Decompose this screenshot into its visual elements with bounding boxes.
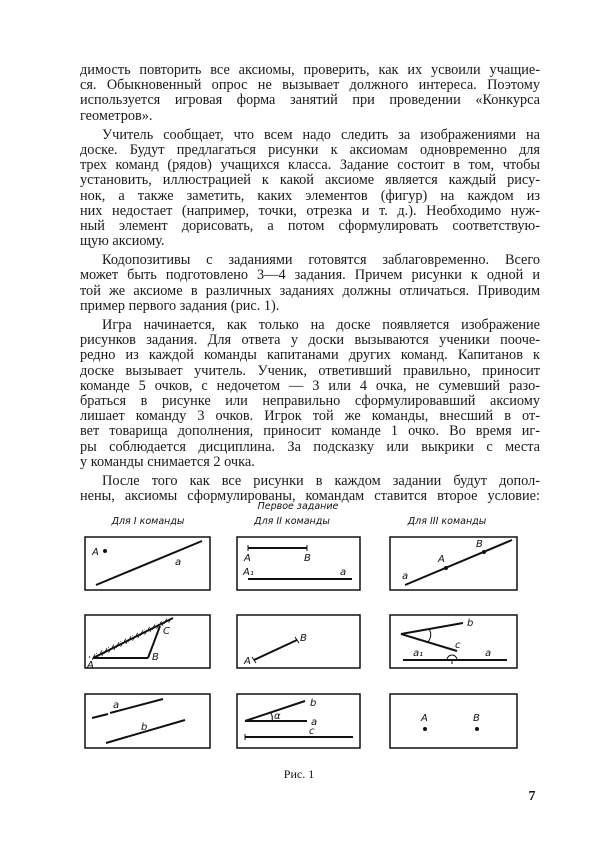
svg-text:A₁: A₁ xyxy=(243,567,254,578)
text-line: трех команд (рядов) учащихся класса. Задание состоит в том, чтобы xyxy=(80,157,540,174)
svg-text:A: A xyxy=(244,656,251,667)
svg-text:A: A xyxy=(244,553,251,564)
svg-text:b: b xyxy=(141,722,148,733)
panel-r2c2 xyxy=(237,615,360,668)
svg-text:B: B xyxy=(476,539,483,550)
svg-text:c: c xyxy=(309,726,315,737)
panel-r1c1 xyxy=(85,537,210,590)
text-line: установить, иллюстрацией к какой аксиоме является каждый рису- xyxy=(80,172,540,189)
svg-text:B: B xyxy=(152,652,159,663)
text-line: После того как все рисунки в каждом задании будут допол- xyxy=(102,472,540,489)
svg-text:a: a xyxy=(485,648,492,659)
panel-r1c3 xyxy=(390,537,517,590)
panel-r2c1 xyxy=(85,615,210,671)
text-line: у команды снимается 2 очка. xyxy=(80,453,255,470)
svg-text:a: a xyxy=(311,717,318,728)
svg-text:b: b xyxy=(310,698,317,709)
panel-r2c3 xyxy=(390,615,517,668)
text-line: ный элемент дорисовать, а потом сформулировать соответствую- xyxy=(80,217,540,234)
text-line: Игра начинается, как только на доске появляется изображение xyxy=(102,317,540,333)
panel-r1c2 xyxy=(237,537,360,590)
svg-text:a: a xyxy=(113,700,120,711)
text-line: лишает команду 3 очков. Игрок той же команды, внесший в от- xyxy=(80,408,540,425)
text-line: Учитель сообщает, что всем надо следить за изображениями на xyxy=(102,126,540,143)
svg-text:a: a xyxy=(175,557,182,568)
svg-text:a₁: a₁ xyxy=(413,648,424,659)
svg-text:A: A xyxy=(87,660,94,671)
text-line: доске. Будут предлагаться рисунки к аксиомам одновременно для xyxy=(80,141,540,158)
text-line: той же аксиоме в различных заданиях должны отличаться. Приводим xyxy=(80,282,540,299)
column-header-1: Для I команды xyxy=(111,516,185,527)
text-line: вет товарища дополнения, приносит команде 1 очко. Во время иг- xyxy=(80,423,540,440)
text-line: геометров». xyxy=(80,107,153,124)
svg-text:A: A xyxy=(92,547,99,558)
figure-title: Первое задание xyxy=(257,501,339,512)
column-header-2: Для II команды xyxy=(254,516,330,527)
text-line: ся. Обыкновенный опрос не вызывает должного интереса. Поэтому xyxy=(80,77,540,94)
panel-r3c1 xyxy=(85,694,210,748)
svg-text:A: A xyxy=(421,713,428,724)
svg-text:b: b xyxy=(467,618,474,629)
panel-r3c2 xyxy=(237,694,360,748)
page-number: 7 xyxy=(528,789,536,804)
text-line: нок, а также заметить, каких элементов (фигур) на каждом из xyxy=(80,187,540,204)
text-line: нены, аксиомы сформулированы, командам ставится второе условие: xyxy=(80,488,540,505)
svg-text:B: B xyxy=(300,633,307,644)
text-line: димость повторить все аксиомы, проверить, как их усвоили учащие- xyxy=(80,62,540,78)
text-line: используется игровая форма занятий при проведении «Конкурса xyxy=(80,92,540,109)
svg-text:α: α xyxy=(274,711,281,722)
text-line: них недостает (например, точки, отрезка и т. д.). Необходимо нуж- xyxy=(80,202,540,219)
svg-text:c: c xyxy=(455,640,461,651)
svg-text:B: B xyxy=(473,713,480,724)
text-line: может быть подготовлено 3—4 задания. Причем рисунки к одной и xyxy=(80,267,540,284)
svg-text:a: a xyxy=(340,567,347,578)
figure-caption: Рис. 1 xyxy=(283,767,315,781)
panel-r3c3 xyxy=(390,694,517,748)
text-line: доске вызывает учитель. Ученик, ответивший правильно, приносит xyxy=(80,362,540,379)
text-line: рисунков задания. Для ответа у доски вызываются ученики пооче- xyxy=(80,332,540,349)
svg-text:A: A xyxy=(438,554,445,565)
text-line: пример первого задания (рис. 1). xyxy=(80,297,280,314)
svg-text:B: B xyxy=(304,553,311,564)
svg-text:a: a xyxy=(402,571,409,582)
text-line: Кодопозитивы с заданиями готовятся заблаговременно. Всего xyxy=(102,252,540,269)
text-line: щую аксиому. xyxy=(80,233,165,250)
text-line: редно из каждой команды капитанами других команд. Капитанов к xyxy=(80,347,540,364)
text-line: команде 5 очков, с недочетом — 3 или 4 очка, не сумевший разо- xyxy=(80,377,540,394)
text-line: ры соблюдается дисциплина. За подсказку или выкрики с места xyxy=(80,438,540,455)
text-line: браться в рисунке или неправильно сформулировавший аксиому xyxy=(80,392,540,409)
svg-text:C: C xyxy=(163,626,170,637)
column-header-3: Для III команды xyxy=(407,516,487,527)
